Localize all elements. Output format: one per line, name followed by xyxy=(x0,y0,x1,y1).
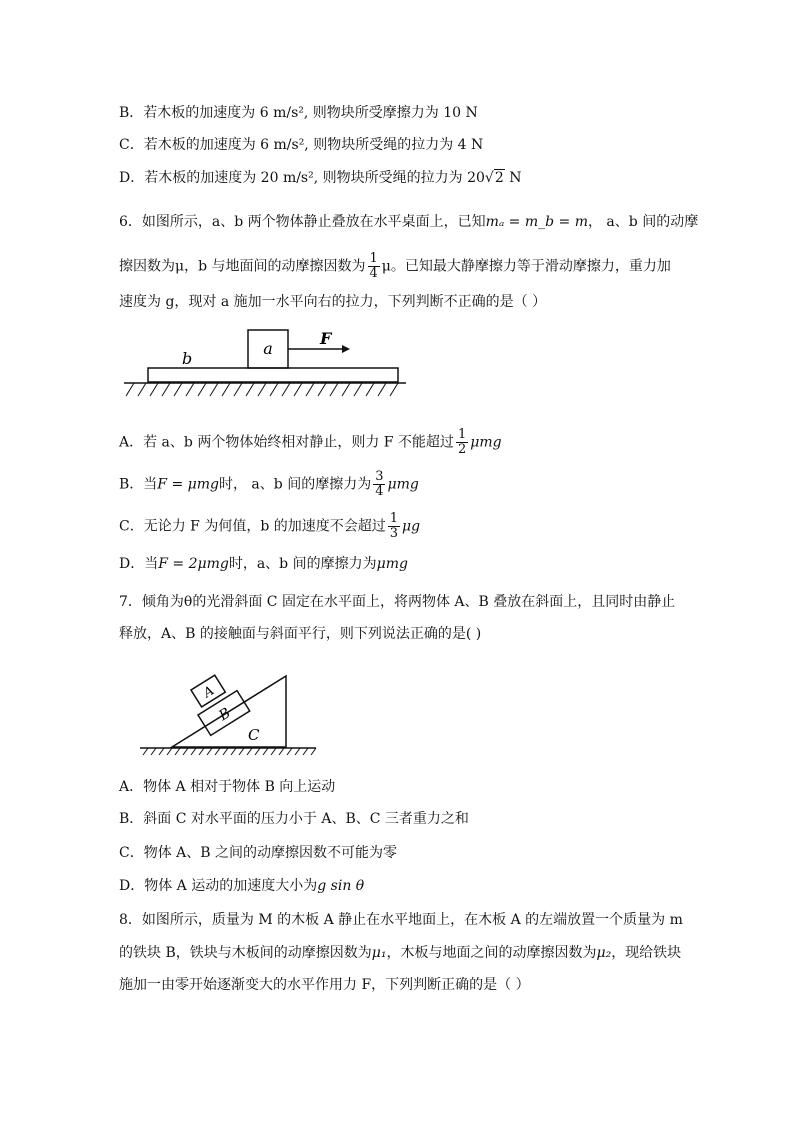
option-d-prev-unit: N xyxy=(509,170,522,186)
q6-figure xyxy=(120,322,410,412)
q6-option-d-post: μmg xyxy=(376,556,408,572)
q6-option-a xyxy=(119,428,502,457)
label-a: a xyxy=(263,339,273,358)
q6-option-b-math: F = μmg xyxy=(157,476,219,493)
fraction-one-half: $\frac{1}{2}$ xyxy=(457,427,467,457)
q7-option-b: B．斜面 C 对水平面的压力小于 A、B、C 三者重力之和 xyxy=(119,811,469,827)
q7-option-d-math: g sin θ xyxy=(317,878,365,894)
option-c-prev: C．若木板的加速度为 6 m/s², 则物块所受绳的拉力为 4 N xyxy=(119,137,484,153)
q6-option-d-math: F = 2μmg xyxy=(158,556,229,572)
fraction-one-third: $\frac{1}{3}$ xyxy=(389,511,399,541)
q6-option-b-post: μmg xyxy=(387,476,419,493)
q8-line2-text-b: ，木板与地面之间的动摩擦因数为 xyxy=(386,945,597,961)
q8-line2 xyxy=(119,943,681,963)
q7-line2: 释放，A、B 的接触面与斜面平行，则下列说法正确的是( ) xyxy=(119,626,482,642)
sqrt-coef: 20 xyxy=(467,170,485,186)
q6-option-c-math: μg xyxy=(402,518,421,535)
q8-line1: 8．如图所示，质量为 M 的木板 A 静止在水平地面上，在木板 A 的左端放置一个质量为 m xyxy=(119,912,683,928)
mu1-symbol: μ₁ xyxy=(371,945,387,961)
ground-hatching xyxy=(126,383,398,396)
sqrt-expression: 20√2 xyxy=(467,170,504,186)
q7-figure xyxy=(140,660,320,760)
q6-text-a: 6．如图所示，a、b 两个物体静止叠放在水平桌面上，已知 xyxy=(119,214,486,230)
sqrt-radicand: 2 xyxy=(494,170,504,186)
q6-line2-text-b: μ。已知最大静摩擦力等于滑动摩擦力，重力加 xyxy=(381,258,671,275)
q7-option-a: A．物体 A 相对于物体 B 向上运动 xyxy=(119,779,336,795)
q6-option-c-text: C．无论力 F 为何值，b 的加速度不会超过 xyxy=(119,518,386,535)
q6-option-a-text: A．若 a、b 两个物体始终相对静止，则力 F 不能超过 xyxy=(119,434,454,451)
q6-option-b-pre: B．当 xyxy=(119,476,158,493)
q6-option-c xyxy=(119,512,420,541)
q8-line2-text-a: 的铁块 B，铁块与木板间的动摩擦因数为 xyxy=(119,945,372,961)
q6-line1 xyxy=(119,212,698,232)
q6-line2-text-a: 擦因数为μ，b 与地面间的动摩擦因数为 xyxy=(119,258,366,275)
mu2-symbol: μ₂ xyxy=(596,945,612,961)
option-d-prev-text: D．若木板的加速度为 20 m/s², 则物块所受绳的拉力为 xyxy=(119,170,463,186)
q7-option-d xyxy=(119,876,364,896)
q6-option-d xyxy=(119,554,408,574)
ground-hatching-q7 xyxy=(143,748,316,755)
q6-option-d-pre: D．当 xyxy=(119,556,159,572)
board-b xyxy=(148,368,398,382)
option-b-prev: B．若木板的加速度为 6 m/s², 则物块所受摩擦力为 10 N xyxy=(119,105,478,121)
q6-text-b: ， a、b 间的动摩 xyxy=(587,214,699,230)
block-a-group xyxy=(191,675,225,707)
q6-option-d-mid: 时，a、b 间的摩擦力为 xyxy=(228,556,377,572)
label-F: F xyxy=(320,329,332,348)
label-C: C xyxy=(248,726,260,744)
q7-option-c: C．物体 A、B 之间的动摩擦因数不可能为零 xyxy=(119,845,398,861)
label-B: B xyxy=(216,705,234,725)
fraction-three-quarters: $\frac{3}{4}$ xyxy=(375,469,384,499)
q6-line2 xyxy=(119,252,671,281)
option-d-prev xyxy=(119,168,521,188)
q6-option-b xyxy=(119,470,419,499)
q7-line1: 7．倾角为θ的光滑斜面 C 固定在水平面上，将两物体 A、B 叠放在斜面上，且同时由静止 xyxy=(119,594,676,610)
fraction-one-quarter: $\frac{1}{4}$ xyxy=(369,251,378,281)
q8-line2-text-c: ，现给铁块 xyxy=(611,945,682,961)
arrow-head xyxy=(342,345,350,353)
q7-option-d-text: D．物体 A 运动的加速度大小为 xyxy=(119,878,318,894)
label-b: b xyxy=(182,349,193,368)
label-A: A xyxy=(201,683,217,702)
q6-mass-equation: mₐ = m_b = m xyxy=(485,214,588,230)
q6-line3: 速度为 g，现对 a 施加一水平向右的拉力，下列判断不正确的是（ ） xyxy=(119,294,547,310)
q8-line3: 施加一由零开始逐渐变大的水平作用力 F，下列判断正确的是（ ） xyxy=(119,977,530,993)
q6-option-b-mid: 时， a、b 间的摩擦力为 xyxy=(218,476,372,493)
q6-option-a-math: μmg xyxy=(470,434,502,451)
